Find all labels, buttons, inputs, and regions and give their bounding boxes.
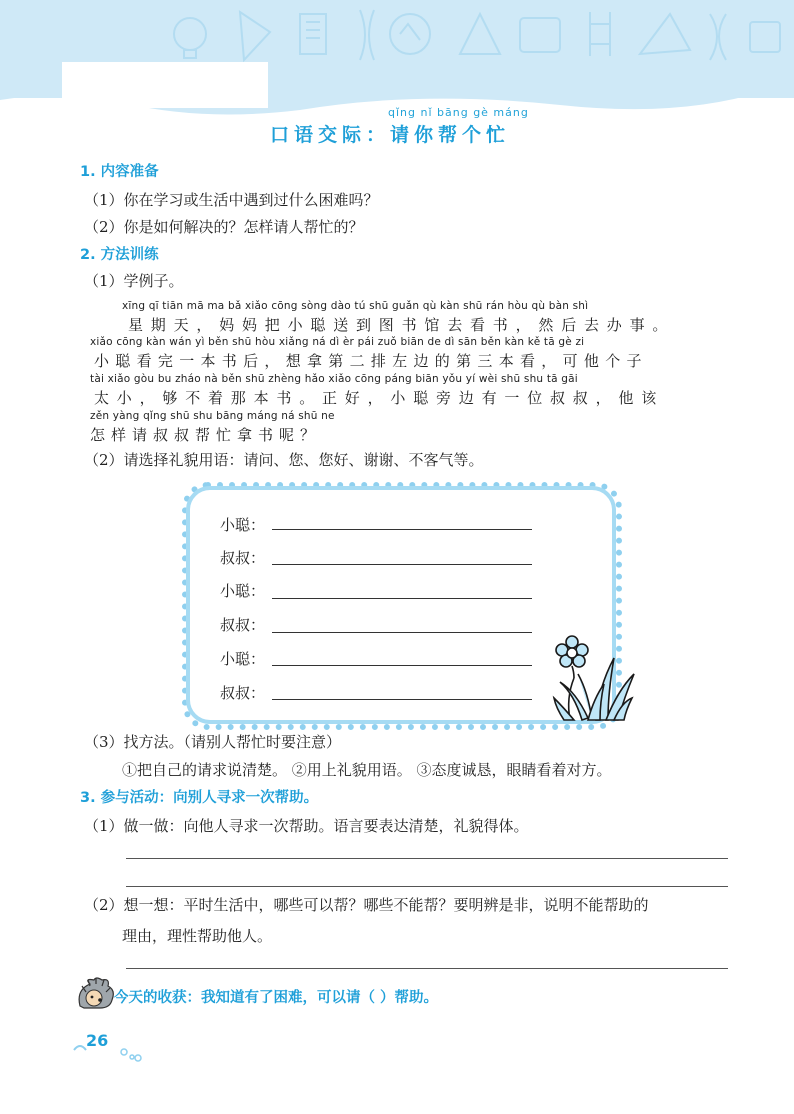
flower-icon [552, 628, 638, 722]
header-tab [62, 62, 268, 108]
writing-line-2[interactable] [126, 886, 728, 887]
section-3-item-1: （1）做一做：向他人寻求一次帮助。语言要表达清楚，礼貌得体。 [84, 817, 529, 835]
science-doodles [160, 4, 790, 70]
title-pinyin: qǐng nǐ bāng gè máng [388, 106, 529, 119]
example-text-4: 怎样请叔叔帮忙拿书呢？ [90, 426, 322, 444]
dialogue-answer-line-5[interactable] [272, 665, 532, 666]
dialogue-label-4: 叔叔： [220, 616, 266, 634]
hedgehog-icon [74, 976, 116, 1012]
dialogue-answer-line-2[interactable] [272, 564, 532, 565]
section-2-tips: ①把自己的请求说清楚。 ②用上礼貌用语。 ③态度诚恳，眼睛看着对方。 [122, 761, 612, 779]
section-1-item-1: （1）你在学习或生活中遇到过什么困难吗？ [84, 191, 379, 209]
example-pinyin-2: xiǎo cōng kàn wán yì běn shū hòu xiǎng ná dì èr pái zuǒ biān de dì sān běn kàn kě tā gè zi [90, 336, 585, 348]
dialogue-label-1: 小聪： [220, 516, 266, 534]
dialogue-answer-line-6[interactable] [272, 699, 532, 700]
example-text-3: 太小，够不着那本书。正好，小聪旁边有一位叔叔，他该 [94, 389, 665, 407]
section-3-heading: 3. 参与活动：向别人寻求一次帮助。 [80, 790, 319, 806]
section-3-item-2-line-2: 理由，理性帮助他人。 [122, 927, 273, 945]
page-number: 26 [86, 1031, 109, 1050]
example-pinyin-3: tài xiǎo gòu bu zháo nà běn shū zhèng hǎo xiǎo cōng páng biān yǒu yí wèi shū shu tā gāi [90, 373, 578, 385]
example-text-1: 星期天，妈妈把小聪送到图书馆去看书，然后去办事。 [128, 316, 676, 334]
writing-line-3[interactable] [126, 968, 728, 969]
section-2-heading: 2. 方法训练 [80, 247, 159, 263]
dialogue-answer-line-3[interactable] [272, 598, 532, 599]
section-2-item-1: （1）学例子。 [84, 272, 184, 290]
section-2-item-3: （3）找方法。（请别人帮忙时要注意） [84, 733, 342, 751]
dialogue-label-6: 叔叔： [220, 684, 266, 702]
page-title: 口语交际：请你帮个忙 [270, 124, 511, 146]
dialogue-answer-line-4[interactable] [272, 632, 532, 633]
section-1-item-2: （2）你是如何解决的？怎样请人帮忙的？ [84, 218, 364, 236]
writing-line-1[interactable] [126, 858, 728, 859]
dialogue-label-5: 小聪： [220, 650, 266, 668]
page-number-bubbles [70, 1030, 150, 1064]
example-pinyin-4: zěn yàng qǐng shū shu bāng máng ná shū ne [90, 410, 335, 422]
section-1-heading: 1. 内容准备 [80, 164, 159, 180]
example-text-2: 小聪看完一本书后，想拿第二排左边的第三本看，可他个子 [94, 352, 648, 370]
dialogue-label-2: 叔叔： [220, 549, 266, 567]
dialogue-label-3: 小聪： [220, 582, 266, 600]
today-gain-text: 今天的收获：我知道有了困难，可以请（ ）帮助。 [114, 990, 439, 1006]
section-2-item-2: （2）请选择礼貌用语：请问、您、您好、谢谢、不客气等。 [84, 451, 484, 469]
dialogue-answer-line-1[interactable] [272, 529, 532, 530]
example-pinyin-1: xīng qī tiān mā ma bǎ xiǎo cōng sòng dào tú shū guǎn qù kàn shū rán hòu qù bàn shì [122, 300, 589, 312]
section-3-item-2-line-1: （2）想一想：平时生活中，哪些可以帮？哪些不能帮？要明辨是非，说明不能帮助的 [84, 896, 649, 914]
